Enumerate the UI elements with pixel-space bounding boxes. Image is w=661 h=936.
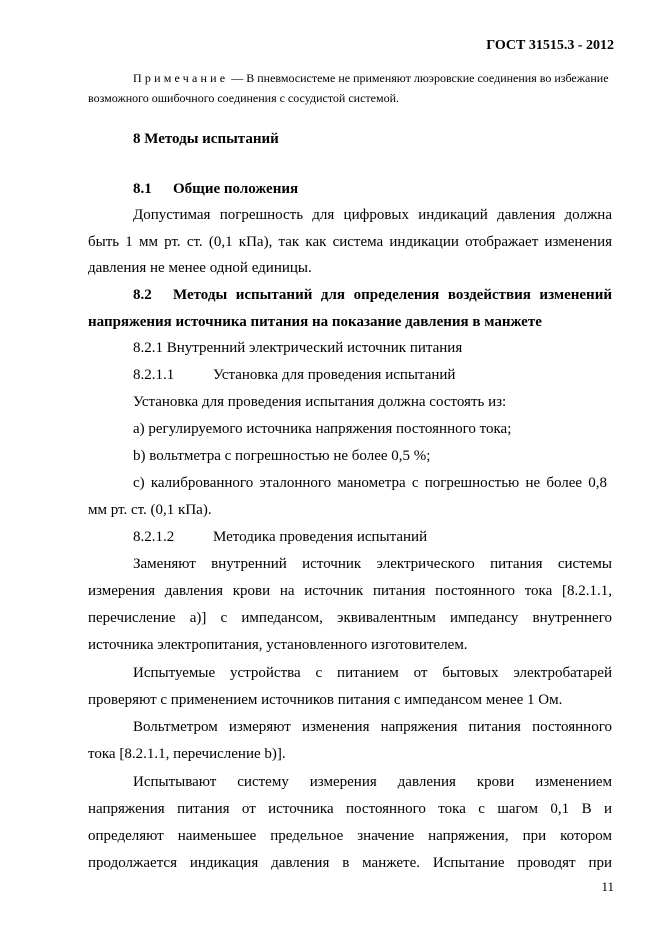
subsection-heading-8-2-1-2 — [133, 529, 427, 546]
paragraph-line: Допустимая погрешность для цифровых индикаций давления должна — [133, 207, 612, 223]
subsection-title-cont: напряжения источника питания на показание давления в манжете — [88, 314, 542, 330]
list-item-b: b) вольтметра с погрешностью не более 0,5 %; — [133, 448, 431, 464]
list-item-a: a) регулируемого источника напряжения постоянного тока; — [133, 421, 512, 437]
paragraph-line: Испытывают систему измерения давления крови изменением — [133, 774, 612, 790]
paragraph-line: тока [8.2.1.1, перечисление b)]. — [88, 746, 286, 762]
paragraph-line: источника электропитания, установленного изготовителем. — [88, 637, 468, 653]
paragraph-line: давления не менее одной единицы. — [88, 260, 312, 276]
subsection-heading-8-2-1-1 — [133, 367, 455, 384]
paragraph-line: определяют наименьшее предельное значение напряжения, при котором — [88, 828, 612, 844]
document-header: ГОСТ 31515.3 - 2012 — [486, 38, 614, 53]
paragraph-line: перечисление a)] с импедансом, эквивалентным импедансу внутреннего — [88, 610, 612, 626]
paragraph-line: Установка для проведения испытания должна состоять из: — [133, 394, 507, 410]
list-item-c: c) калиброванного эталонного манометра с погрешностью не более 0,8 — [133, 475, 607, 491]
note-label: Примечание — [133, 71, 229, 85]
subsection-title: Установка для проведения испытаний — [213, 367, 456, 383]
subsection-heading-8-2 — [133, 287, 612, 304]
subsection-number: 8.2 — [133, 287, 152, 303]
paragraph-line: напряжения питания от источника постоянного тока с шагом 0,1 В и — [88, 801, 612, 817]
subsection-title: Методика проведения испытаний — [213, 529, 428, 545]
page-number: 11 — [601, 879, 614, 894]
paragraph-line: измерения давления крови на источник питания постоянного тока [8.2.1.1, — [88, 583, 612, 599]
note-line-2: возможного ошибочного соединения с сосудистой системой. — [88, 91, 399, 105]
paragraph-line: Заменяют внутренний источник электрического питания системы — [133, 556, 612, 572]
section-title: 8 Методы испытаний — [133, 131, 279, 147]
list-item-c-cont: мм рт. ст. (0,1 кПа). — [88, 502, 212, 518]
subsection-heading-8-1 — [133, 181, 298, 198]
subsection-title: Общие положения — [173, 181, 299, 197]
subsection-number: 8.1 — [133, 181, 152, 197]
subsection-title: Методы испытаний для определения воздействия изменений — [173, 287, 612, 303]
paragraph-line: быть 1 мм рт. ст. (0,1 кПа), так как система индикации отображает изменения — [88, 234, 612, 250]
note-line-1 — [133, 72, 609, 84]
subsection-number: 8.2.1.1 — [133, 367, 175, 383]
subsection-number: 8.2.1.2 — [133, 529, 175, 545]
paragraph-line: продолжается индикация давления в манжете. Испытание проводят при — [88, 855, 612, 871]
paragraph-line: проверяют с применением источников питания с импедансом менее 1 Ом. — [88, 692, 563, 708]
note-text: — В пневмосистеме не применяют люэровские соединения во избежание — [228, 71, 609, 85]
paragraph-line: Испытуемые устройства с питанием от бытовых электробатарей — [133, 665, 612, 681]
subsection-heading-8-2-1: 8.2.1 Внутренний электрический источник питания — [133, 340, 463, 356]
paragraph-line: Вольтметром измеряют изменения напряжения питания постоянного — [133, 719, 612, 735]
